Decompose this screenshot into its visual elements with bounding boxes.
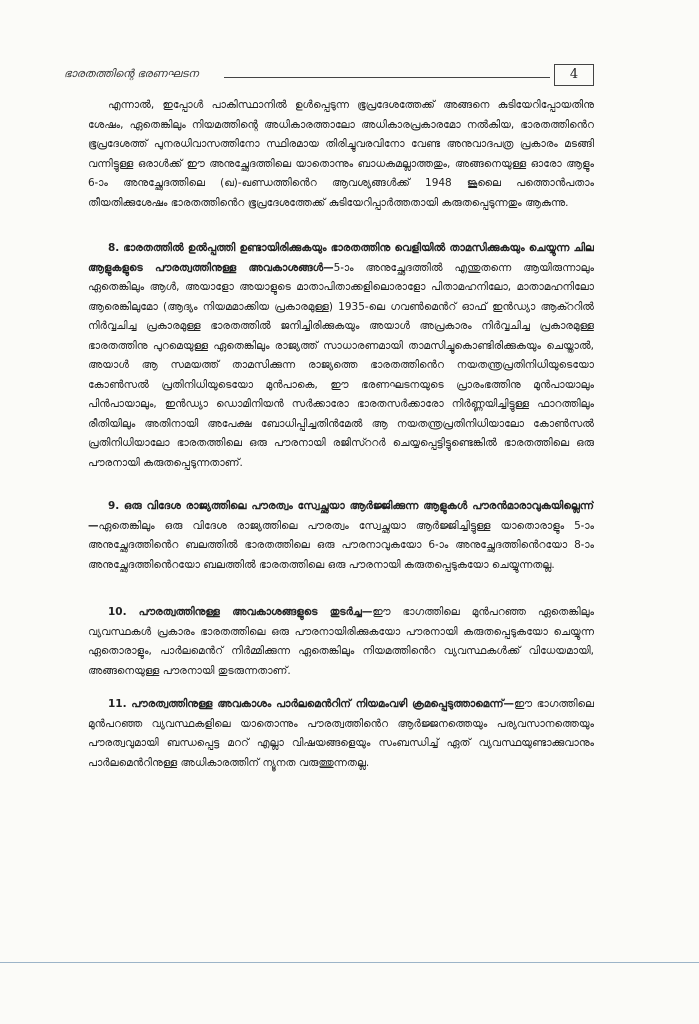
running-title: ഭാരതത്തിന്റെ ഭരണഘടന — [64, 67, 199, 80]
article-body: ഈ ഭാഗത്തിലെ മുൻപറഞ്ഞ ഏതെങ്കിലും വ്യവസ്ഥകൾ പ്രകാരം ഭാരതത്തിലെ ഒരു പൗരനായിരിക്കുകയോ പൗരനായി കരുതപ്പെടുകയോ ചെയ്യുന്ന ഏതൊരാളും, പാർലമെൻറ് നിർമ്മിക്കുന്ന ഏതെങ്കിലും നിയമത്തിൻെറ വ്യവസ്ഥകൾക്ക് വിധേയമായി, അങ്ങനെയുള്ള പൗരനായി തുടരുന്നതാണ്. — [88, 606, 594, 677]
article-number: 10. — [108, 606, 127, 618]
article-heading: പൗരത്വത്തിനുള്ള അവകാശം പാർലമെൻറിന് നിയമംവഴി ക്രമപ്പെടുത്താമെന്ന്— — [131, 698, 515, 710]
article-9 — [88, 497, 594, 575]
article-heading: ഭാരതത്തിൽ ഉൽപ്പത്തി ഉണ്ടായിരിക്കുകയും ഭാരതത്തിനു വെളിയിൽ താമസിക്കുകയും ചെയ്യുന്ന ചില ആളുകളുടെ പൗരത്വത്തിനുള്ള അവകാശങ്ങൾ— — [88, 242, 594, 274]
article-heading: പൗരത്വത്തിനുള്ള അവകാശങ്ങളുടെ തുടർച്ച— — [138, 606, 373, 618]
article-10 — [88, 603, 594, 681]
page-number: 4 — [554, 64, 594, 86]
footer-rule — [0, 962, 699, 963]
article-body: 5-ാം അനുച്ഛേദത്തിൽ എന്തുതന്നെ ആയിരുന്നാലും ഏതെങ്കിലും ആൾ, അയാളോ അയാളുടെ മാതാപിതാക്കളിലൊരാളോ പിതാമഹനിലോ, മാതാമഹനിലോ ആരെങ്കിലുമോ (ആദ്യം നിയമമാക്കിയ പ്രകാരമുള്ള) 1935-ലെ ഗവൺമെൻറ് ഓഫ് ഇൻഡ്യാ ആക്ററിൽ നിർവ്വചിച്ച പ്രകാരമുള്ള ഭാരതത്തിൽ ജനിച്ചിരിക്കുകയും അയാൾ അപ്രകാരം നിർവ്വചിച്ച പ്രകാരമുള്ള ഭാരതത്തിനു പുറമെയുള്ള ഏതെങ്കിലും രാജ്യത്ത് സാധാരണമായി താമസിച്ചുകൊണ്ടിരിക്കുകയും ചെയ്താൽ, അയാൾ ആ സമയത്ത് താമസിക്കുന്ന രാജ്യത്തെ ഭാരതത്തിൻെറ നയതന്ത്രപ്രതിനിധിയുടെയോ കോൺസൽ പ്രതിനിധിയുടെയോ മുൻപാകെ, ഈ ഭരണഘടനയുടെ പ്രാരംഭത്തിനു മുൻപായാലും പിൻപായാലും, ഇൻഡ്യാ ഡൊമിനിയൻ സർക്കാരോ ഭാരതസർക്കാരോ നിർണ്ണയിച്ചിട്ടുള്ള ഫാറത്തിലും രീതിയിലും അതിനായി അപേക്ഷ ബോധിപ്പിച്ചതിൻമേൽ ആ നയതന്ത്രപ്രതിനിധിയാലോ കോൺസൽ പ്രതിനിധിയാലോ ഭാരതത്തിലെ ഒരു പൗരനായി രജിസ്ററർ ചെയ്യപ്പെട്ടിട്ടുണ്ടെങ്കിൽ ഭാരതത്തിലെ ഒരു പൗരനായി കരുതപ്പെടുന്നതാണ്. — [88, 261, 594, 469]
paragraph-intro — [88, 96, 594, 213]
article-body: ഈ ഭാഗത്തിലെ മുൻപറഞ്ഞ വ്യവസ്ഥകളിലെ യാതൊന്നും പൗരത്വത്തിൻെറ ആർജ്ജനത്തെയും പര്യവസാനത്തെയും പൗരത്വവുമായി ബന്ധപ്പെട്ട മററ് എല്ലാ വിഷയങ്ങളെയും സംബന്ധിച്ച് ഏത് വ്യവസ്ഥയുണ്ടാക്കുവാനും പാർലമെൻറിനുള്ള അധികാരത്തിന് ന്യൂനത വരുത്തുന്നതല്ല. — [88, 698, 594, 769]
article-11 — [88, 695, 594, 773]
article-number: 9. — [108, 500, 120, 512]
article-8 — [88, 239, 594, 473]
article-number: 11. — [108, 698, 127, 710]
header-rule — [224, 77, 550, 78]
article-heading: ഒരു വിദേശ രാജ്യത്തിലെ പൗരത്വം സ്വേച്ഛയാ ആർജ്ജിക്കുന്ന ആളുകൾ പൗരൻമാരാവുകയില്ലെന്ന്— — [88, 500, 594, 532]
article-body: ഏതെങ്കിലും ഒരു വിദേശ രാജ്യത്തിലെ പൗരത്വം സ്വേച്ഛയാ ആർജ്ജിച്ചിട്ടുള്ള യാതൊരാളും 5-ാം അനുച്ഛേദത്തിൻെറ ബലത്തിൽ ഭാരതത്തിലെ ഒരു പൗരനാവുകയോ 6-ാം അനുച്ഛേദത്തിൻെറയോ 8-ാം അനുച്ഛേദത്തിൻെറയോ ബലത്തിൽ ഭാരതത്തിലെ ഒരു പൗരനായി കരുതപ്പെടുകയോ ചെയ്യുന്നതല്ല. — [88, 519, 594, 571]
page-header — [64, 64, 594, 86]
article-number: 8. — [108, 242, 120, 254]
document-body — [88, 96, 594, 773]
paragraph-body: എന്നാൽ, ഇപ്പോൾ പാകിസ്ഥാനിൽ ഉൾപ്പെടുന്ന ഭൂപ്രദേശത്തേക്ക് അങ്ങനെ കുടിയേറിപ്പോയതിനു ശേഷം, ഏതെങ്കിലും നിയമത്തിന്റെ അധികാരത്താലോ അധികാരപ്രകാരമോ നൽകിയ, ഭാരതത്തിൻെറ ഭൂപ്രദേശത്ത് പുനരധിവാസത്തിനോ സ്ഥിരമായ തിരിച്ചുവരവിനോ വേണ്ട അനുവാദപത്ര പ്രകാരം മടങ്ങി വന്നിട്ടുള്ള ഒരാൾക്ക് ഈ അനുച്ഛേദത്തിലെ യാതൊന്നും ബാധകമല്ലാത്തതും, അങ്ങനെയുള്ള ഓരോ ആളും 6-ാം അനുച്ഛേദത്തിലെ (ഖ)-ഖണ്ഡത്തിൻെറ ആവശ്യങ്ങൾക്ക് 1948 ജൂലൈ പത്തൊൻപതാം തീയതിക്കുശേഷം ഭാരതത്തിൻെറ ഭൂപ്രദേശത്തേക്ക് കുടിയേറിപ്പാർത്തതായി കരുതപ്പെടുന്നതും ആകുന്നു. — [88, 99, 594, 209]
